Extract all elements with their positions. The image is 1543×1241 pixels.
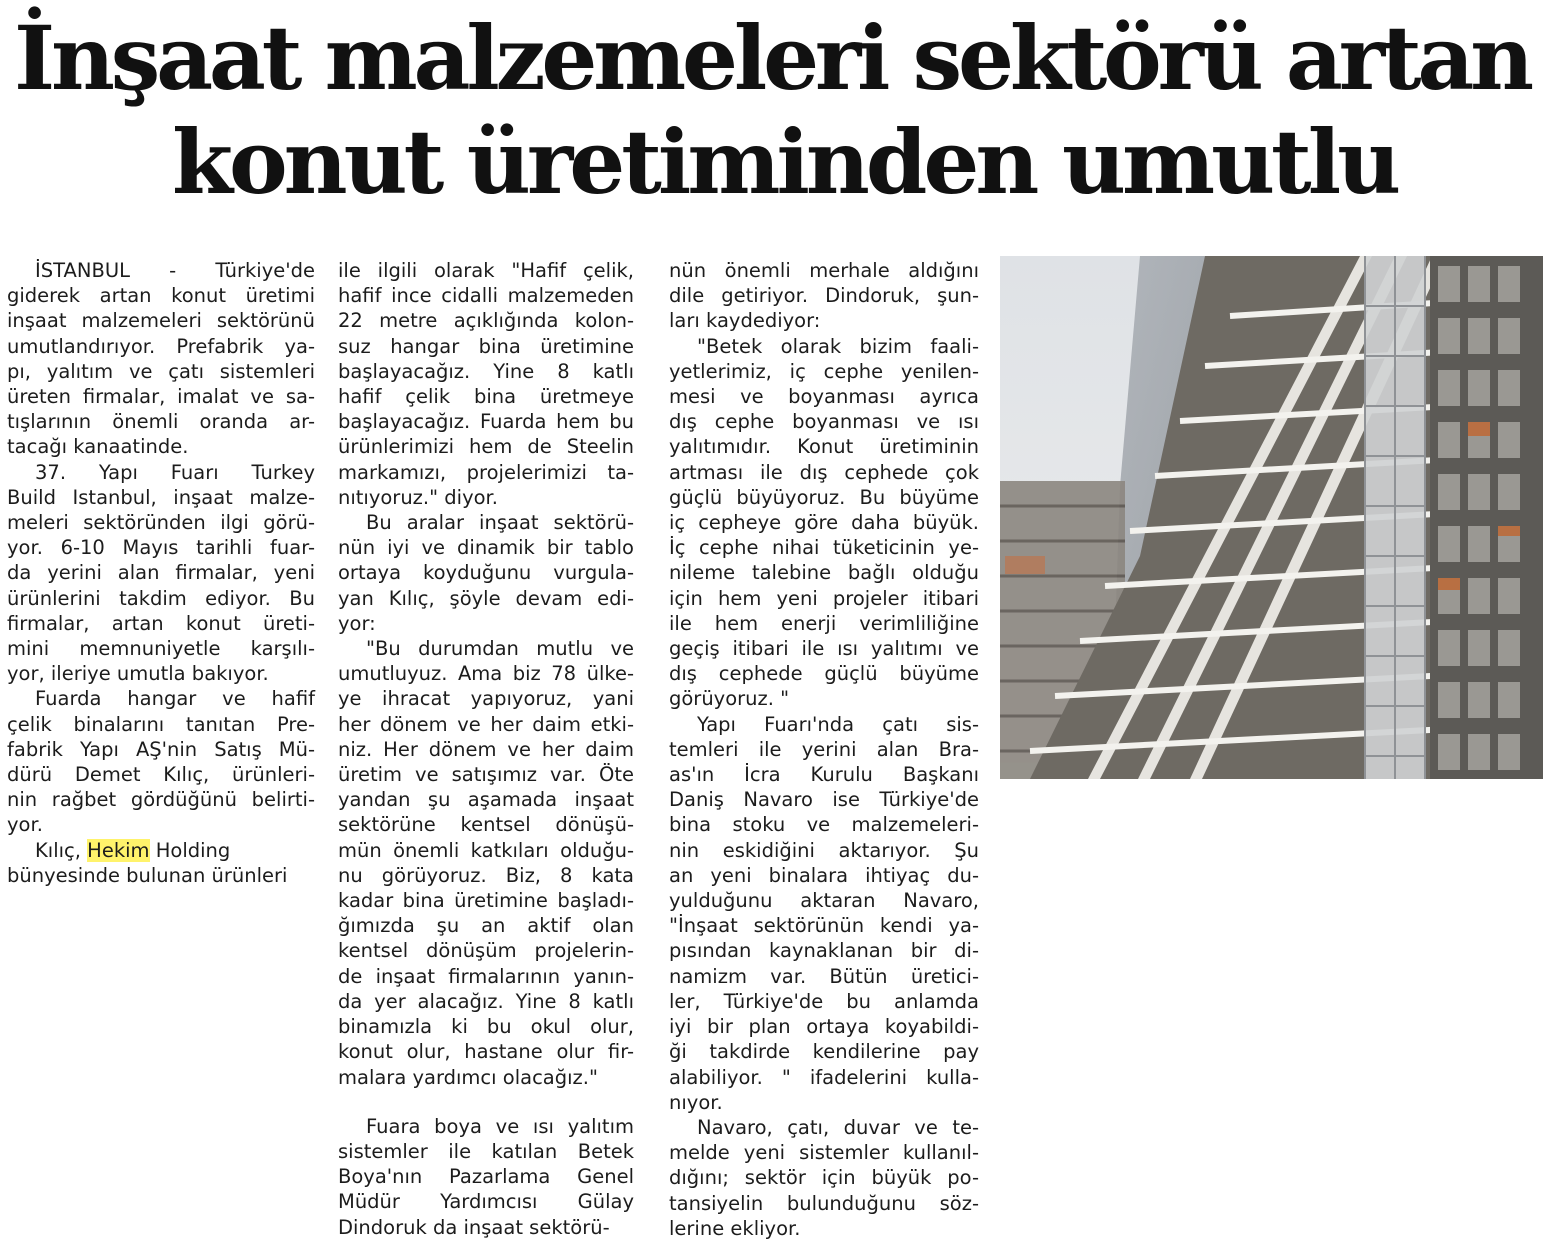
article-column-2 [338, 258, 634, 1240]
article-line: tacağı kanaatinde. [7, 435, 189, 459]
article-line: dış cephede güçlü büyüme [669, 662, 979, 686]
article-paragraph [669, 1115, 979, 1241]
article-line: umutlandırıyor. Prefabrik ya- [7, 334, 315, 358]
article-paragraph [669, 258, 979, 334]
article-line: ortaya koyduğunu vurgula- [338, 561, 634, 585]
article-line: dış cephe boyanması ve ısı [669, 410, 979, 434]
article-line: nu görüyoruz. Biz, 8 kata [338, 863, 634, 887]
article-line: tışlarının önemli oranda ar- [7, 410, 315, 434]
article-line: Yapı Fuarı'nda çatı sis- [697, 712, 979, 736]
article-line: pı, yalıtım ve çatı sistemleri [7, 359, 315, 383]
article-column-1 [7, 258, 315, 888]
headline-line-1: İnşaat malzemeleri sektörü artan [14, 6, 1530, 110]
article-line: Navaro, çatı, duvar ve te- [697, 1115, 979, 1139]
article-line: iyi bir plan ortaya koyabildi- [669, 1015, 979, 1039]
article-line: güçlü büyüyoruz. Bu büyüme [669, 485, 979, 509]
article-paragraph [338, 258, 634, 510]
building-facade-image [1000, 256, 1543, 779]
article-line: kadar bina üretimine başladı- [338, 889, 634, 913]
article-line: için hem yeni projeler itibari [669, 586, 979, 610]
article-line: ğımızda şu an aktif olan [338, 914, 634, 938]
building-photo [1000, 256, 1543, 779]
article-line: umutluyuz. Ama biz 78 ülke- [338, 662, 634, 686]
article-line: çelik binalarını tanıtan Pre- [7, 712, 315, 736]
article-line: Fuarda hangar ve hafif [35, 687, 315, 711]
article-line: fabrik Yapı AŞ'nin Satış Mü- [7, 737, 315, 761]
article-paragraph [338, 1114, 634, 1240]
article-line: ile hem enerji verimliliğine [669, 611, 979, 635]
article-line: dığını; sektör için büyük po- [669, 1166, 979, 1190]
article-line: binamızla ki bu okul olur, [338, 1015, 634, 1039]
article-line [7, 838, 315, 863]
article-line: üreten firmalar, imalat ve sa- [7, 385, 315, 409]
headline [14, 6, 1539, 214]
article-line: as'ın İcra Kurulu Başkanı [669, 763, 979, 787]
article-line: dürü Demet Kılıç, ürünleri- [7, 763, 315, 787]
article-line: yor. [7, 813, 43, 837]
article-paragraph [669, 712, 979, 1115]
article-line: markamızı, projelerimizi ta- [338, 460, 634, 484]
article-line: firmalar, artan konut üreti- [7, 611, 315, 635]
article-line: geçiş itibari ile ısı yalıtımı ve [669, 637, 979, 661]
article-line: üretim ve satışımız var. Öte [338, 763, 634, 787]
article-line: konut olur, hastane olur fir- [338, 1040, 634, 1064]
article-line: yetlerimiz, iç cephe yenilen- [669, 359, 979, 383]
article-line: nıtıyoruz." diyor. [338, 485, 498, 509]
article-line: ği takdirde kendilerine pay [669, 1040, 979, 1064]
article-line: nin eskidiğini aktarıyor. Şu [669, 838, 979, 862]
article-line: ürünlerini takdim ediyor. Bu [7, 586, 315, 610]
article-line: lerine ekliyor. [669, 1216, 801, 1240]
article-line: da yerini alan firmalar, yeni [7, 561, 315, 585]
article-line: İSTANBUL - Türkiye'de [35, 259, 315, 282]
article-line: suz hangar bina üretimine [338, 334, 634, 358]
article-line: iç cepheye göre daha büyük. [669, 511, 979, 535]
article-line: inşaat malzemeleri sektörünü [7, 309, 315, 333]
article-line: "Betek olarak bizim faali- [697, 334, 979, 358]
article-line: "Bu durumdan mutlu ve [366, 637, 634, 661]
article-line: başlayacağız. Yine 8 katlı [338, 359, 634, 383]
article-line: nin rağbet gördüğünü belirti- [7, 788, 315, 812]
article-line: her dönem ve her daim etki- [338, 712, 634, 736]
article-line: kentsel dönüşüm projelerin- [338, 939, 634, 963]
article-line: 37. Yapı Fuarı Turkey [35, 460, 315, 484]
article-line: giderek artan konut üretimi [7, 284, 315, 308]
article-line: Daniş Navaro ise Türkiye'de [669, 788, 979, 812]
article-paragraph [7, 258, 315, 460]
article-line: ler, Türkiye'de bu anlamda [669, 989, 979, 1013]
article-line: nileme talebine bağlı olduğu [669, 561, 979, 585]
article-line: İç cephe nihai tüketicinin ye- [669, 536, 979, 560]
article-line: "İnşaat sektörünün kendi ya- [669, 914, 979, 938]
article-line: Boya'nın Pazarlama Genel [338, 1165, 634, 1189]
article-line: Müdür Yardımcısı Gülay [338, 1190, 634, 1214]
article-line: yor: [338, 611, 376, 635]
article-line: nıyor. [669, 1090, 723, 1114]
article-line: ürünlerimizi hem de Steelin [338, 435, 634, 459]
article-line: ları kaydediyor: [669, 309, 821, 333]
article-paragraph [338, 510, 634, 636]
article-line: Dindoruk da inşaat sektörü- [338, 1215, 610, 1239]
article-line: dile getiriyor. Dindoruk, şun- [669, 284, 979, 308]
article-line: sistemler ile katılan Betek [338, 1139, 634, 1163]
article-column-3 [669, 258, 979, 1241]
text-fragment: Holding [149, 838, 231, 862]
paragraph-gap [338, 1090, 634, 1114]
article-line: temleri ile yerini alan Bra- [669, 737, 979, 761]
article-line: ye ihracat yapıyoruz, yani [338, 687, 634, 711]
article-paragraph [338, 636, 634, 1090]
article-line: bina stoku ve malzemeleri- [669, 813, 979, 837]
article-line: nün iyi ve dinamik bir tablo [338, 536, 634, 560]
article-line: niz. Her dönem ve her daim [338, 737, 634, 761]
article-line: Fuara boya ve ısı yalıtım [366, 1114, 634, 1138]
article-line: Build Istanbul, inşaat malze- [7, 485, 315, 509]
article-line: malara yardımcı olacağız." [338, 1065, 598, 1089]
article-line: yalıtımıdır. Konut üretiminin [669, 435, 979, 459]
article-line: hafif çelik bina üretmeye [338, 385, 634, 409]
article-line: yor. 6-10 Mayıs tarihli fuar- [7, 536, 315, 560]
headline-line-2: konut üretiminden umutlu [172, 110, 1398, 214]
article-paragraph [7, 838, 315, 888]
article-line: 22 metre açıklığında kolon- [338, 309, 634, 333]
article-line: an yeni binalara ihtiyaç du- [669, 863, 979, 887]
article-line: görüyoruz. " [669, 687, 790, 711]
article-line: yor, ileriye umutla bakıyor. [7, 662, 269, 686]
article-line: bünyesinde bulunan ürünleri [7, 863, 288, 887]
article-line: sektörüne kentsel dönüşü- [338, 813, 634, 837]
article-line: mesi ve boyanması ayrıca [669, 385, 979, 409]
article-line: pısından kaynaklanan bir di- [669, 939, 979, 963]
article-paragraph [7, 460, 315, 687]
article-line: alabiliyor. " ifadelerini kulla- [669, 1065, 979, 1089]
highlighted-keyword: Hekim [87, 838, 150, 862]
article-line: artması ile dış cephede çok [669, 460, 979, 484]
article-line: yan Kılıç, şöyle devam edi- [338, 586, 634, 610]
article-line: tansiyelin bulunduğunu söz- [669, 1191, 979, 1215]
article-line: mini memnuniyetle karşılı- [7, 637, 315, 661]
article-line: melde yeni sistemler kullanıl- [669, 1141, 979, 1165]
article-paragraph [7, 686, 315, 837]
article-line: de inşaat firmalarının yanın- [338, 964, 634, 988]
article-line: mün önemli katkıları olduğu- [338, 838, 634, 862]
article-line: Bu aralar inşaat sektörü- [366, 511, 634, 535]
article-line: yandan şu aşamada inşaat [338, 788, 634, 812]
article-line: namizm var. Bütün üretici- [669, 964, 979, 988]
article-line: nün önemli merhale aldığını [669, 259, 979, 282]
article-line: başlayacağız. Fuarda hem bu [338, 410, 634, 434]
article-line: meleri sektöründen ilgi görü- [7, 511, 315, 535]
article-line: hafif ince cidalli malzemeden [338, 284, 634, 308]
article-line: yulduğunu aktaran Navaro, [669, 889, 979, 913]
text-fragment: Kılıç, [35, 838, 88, 862]
article-paragraph [669, 334, 979, 712]
article-line: ile ilgili olarak "Hafif çelik, [338, 259, 634, 282]
article-line: da yer alacağız. Yine 8 katlı [338, 989, 634, 1013]
